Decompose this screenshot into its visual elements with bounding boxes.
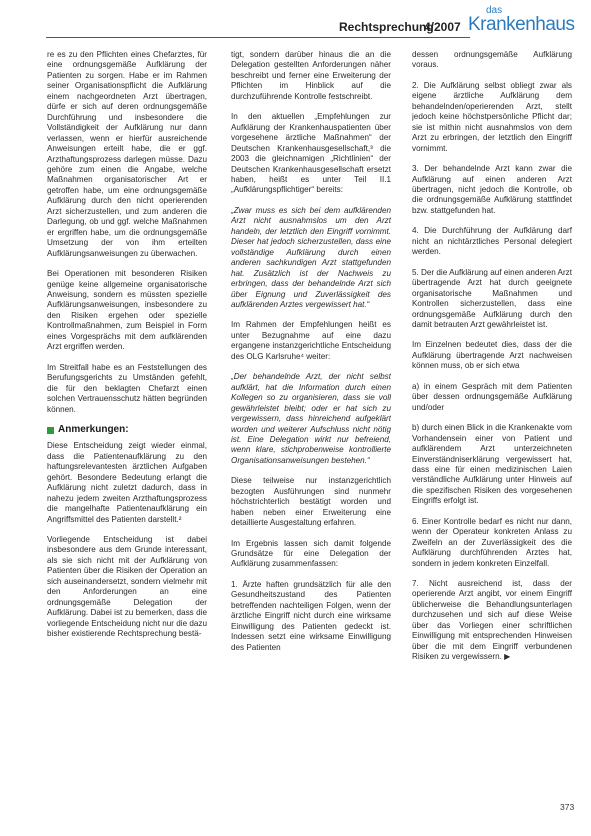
paragraph: Im Rahmen der Empfehlungen heißt es unter Bezugnahme auf eine dazu ergangene instanzgerichtliche Entscheidung des OLG Karlsruhe⁴ weiter: — [231, 320, 391, 361]
green-square-icon — [47, 427, 54, 434]
page-number: 373 — [560, 802, 575, 812]
paragraph: tigt, sondern darüber hinaus die an die Delegation gestellten Anforderungen näher beschreibt und ferner eine Erweiterung der Pflichten im Hinblick auf die durchzuführende Kontrolle festschreibt. — [231, 50, 391, 101]
numbered-paragraph: 4. Die Durchführung der Aufklärung darf nicht an nichtärztliches Personal delegiert werden. — [412, 226, 572, 257]
numbered-paragraph: 2. Die Aufklärung selbst obliegt zwar als eigene ärztliche Aufklärung dem behandelnden/operierenden Arzt, stellt jedoch keine höchstpersönliche Pflicht dar; sie ist mithin nicht ausnahmslos von dem Arzt zu erbringen, der letztlich den Eingriff vornimmt. — [412, 80, 572, 153]
section-heading — [47, 425, 207, 435]
block-quote: „Der behandelnde Arzt, der nicht selbst aufklärt, hat die Information durch einen Kollegen so zu organisieren, dass sie voll gewährleistet bleibt; oder er hat sich zu vergewissern, dass hinreichend aufgeklärt worden und weiterer Aufschluss nicht nötig ist. Eine Delegation wirkt nur befreiend, wenn klare, stichprobenweise kontrollierte Organisationsanweisungen bestehen.“ — [231, 372, 391, 465]
paragraph: re es zu den Pflichten eines Chefarztes, für eine ordnungsgemäße Aufklärung der Patienten zu sorgen. Habe er im Rahmen seiner Organisationspflicht die Aufklärung einem nachgeordneten Arzt übertragen, dürfe er sich auf deren ordnungsgemäße Durchführung und insbesondere die Vollständigkeit der Aufklärung nur dann verlassen, wenn er hierfür ausreichende Anweisungen erteilt habe, die er ggf. Arzthaftungsprozess darlegen müsse. Dazu gehöre zum einen die Angabe, welche Maßnahmen organisatorischer Art er getroffen habe, um eine ordnungsgemäße Aufklärung durch den nicht operierenden Arzt sicherzustellen, und zum anderen die Darlegung, ob und ggf. welche Maßnahmen er ergriffen habe, um die ordnungsgemäße Umsetzung der von ihm erteilten Aufklärungsanweisungen zu überwachen. — [47, 50, 207, 258]
paragraph: Bei Operationen mit besonderen Risiken genüge keine allgemeine organisatorische Anweisung, sondern es müssten spezielle Aufklärungsanweisungen, insbesondere zu den Risiken ergehen oder spezielle Kontrollmaßnahmen, zum Beispiel in Form eines Vorgesprächs mit dem aufklärenden Arzt ergriffen werden. — [47, 269, 207, 352]
text-column-1 — [47, 50, 207, 795]
logo-wordmark: Krankenhaus — [468, 14, 575, 35]
paragraph: In den aktuellen „Empfehlungen zur Aufklärung der Krankenhauspatienten über vorgesehene ärztliche Maßnahmen“ der Deutschen Krankenhausgesellschaft,³ die 2003 die gleichnamigen „Richtlinien“ der Deutschen Krankenhausgesellschaft ersetzt haben, heißt es unter Teil II.1 „Aufklärungspflichtiger“ bereits: — [231, 112, 391, 195]
page-header — [0, 0, 591, 44]
section-heading-label: Anmerkungen: — [58, 423, 129, 435]
numbered-paragraph: 1. Ärzte haften grundsätzlich für alle den Gesundheitszustand des Patienten betreffenden nachteiligen Folgen, wenn der ärztliche Eingriff nicht durch eine wirksame Einwilligung des Patienten gedeckt ist. Indessen setzt eine wirksame Einwilligung des Patienten — [231, 579, 391, 652]
header-rule — [46, 37, 470, 38]
logo-prefix: das — [486, 5, 503, 16]
numbered-paragraph: 7. Nicht ausreichend ist, dass der operierende Arzt angibt, vor einem Eingriff üblicherweise die Behandlungsunterlagen durchzusehen und sich auf diese Weise über das Vorliegen einer schriftlichen Einwilligung mit entsprechenden Hinweisen über die mit dem Eingriff verbundenen Risiken zu vergewissern. ▶ — [412, 579, 572, 662]
paragraph: Vorliegende Entscheidung ist dabei insbesondere aus dem Grunde interessant, als sie sich nicht mit der Aufklärung von Patienten über die Risiken der Operation an sich auseinandersetzt, sondern vielmehr mit den Anforderungen an eine ordnungsgemäße Delegation der Aufklärung. Dabei ist zu bemerken, dass die vorliegende Entscheidung nicht nur die dazu bisher existierende Rechtsprechung bestä- — [47, 535, 207, 639]
text-column-2 — [231, 50, 391, 795]
numbered-paragraph: 3. Der behandelnde Arzt kann zwar die Aufklärung auf einen anderen Arzt übertragen, nicht jedoch die Kontrolle, ob die ordnungsgemäße Aufklärung stattfindet bzw. stattgefunden hat. — [412, 164, 572, 215]
numbered-paragraph: 5. Der die Aufklärung auf einen anderen Arzt übertragende Arzt hat durch geeignete organisatorische Maßnahmen und Kontrollen sicherzustellen, dass eine ordnungsgemäße Aufklärung durch den damit betrauten Arzt gewährleistet ist. — [412, 267, 572, 329]
paragraph: Diese teilweise nur instanzgerichtlich bezogten Ausführungen sind nunmehr höchstrichterlich bestätigt worden und haben neben einer Erweiterung eine detaillierte Ausgestaltung erfahren. — [231, 476, 391, 528]
paragraph: dessen ordnungsgemäße Aufklärung voraus. — [412, 50, 572, 70]
paragraph: Diese Entscheidung zeigt wieder einmal, dass die Patientenaufklärung zu den haftungsrelevantesten ärztlichen Aufgaben gehört. Besondere Bedeutung erlangt die Aufklärung nicht zuletzt dadurch, dass in nahezu jedem zweiten Arzthaftungsprozess die mangelhafte Patientenaufklärung ein Angriffsmittel des Patienten darstellt.² — [47, 441, 207, 524]
paragraph: Im Ergebnis lassen sich damit folgende Grundsätze für eine Delegation der Aufklärung zusammenfassen: — [231, 538, 391, 569]
list-item: a) in einem Gespräch mit dem Patienten über dessen ordnungsgemäße Aufklärung und/oder — [412, 381, 572, 412]
paragraph: Im Einzelnen bedeutet dies, dass der die Aufklärung übertragende Arzt nachweisen können muss, ob er sich etwa — [412, 340, 572, 371]
numbered-paragraph: 6. Einer Kontrolle bedarf es nicht nur dann, wenn der Operateur konkreten Anlass zu Zweifeln an der Zuverlässigkeit des die Aufklärung durchführenden Arztes hat, sondern in jedem konkreten Einzelfall. — [412, 516, 572, 568]
issue-number: 4/2007 — [424, 20, 461, 34]
paragraph: Im Streitfall habe es an Feststellungen des Berufungsgerichts zu Umständen gefehlt, die für den beklagten Chefarzt einen solchen Vertrauensschutz hätten begründen können. — [47, 362, 207, 414]
block-quote: „Zwar muss es sich bei dem aufklärenden Arzt nicht ausnahmslos um den Arzt handeln, der letztlich den Eingriff vornimmt. Dieser hat jedoch sicherzustellen, dass eine vollständige Aufklärung durch einen anderen sachkundigen Arzt stattgefunden hat. Zusätzlich ist der Nachweis zu erbringen, dass der behandelnde Arzt sich über Eignung und Zuverlässigkeit des aufklärenden Arztes vergewissert hat.“ — [231, 205, 391, 309]
journal-logo — [468, 5, 580, 39]
list-item: b) durch einen Blick in die Krankenakte vom Vorhandensein einer von Patient und aufklärendem Arzt unterzeichneten Einverständniserklärung vergewissert hat, dass eine für einen medizinischen Laien verständliche Aufklärung unter Hinweis auf die spezifischen Risiken des vorgesehenen Eingriffs erfolgt ist. — [412, 423, 572, 506]
text-column-3 — [412, 50, 572, 795]
section-title: Rechtsprechung — [339, 20, 434, 34]
